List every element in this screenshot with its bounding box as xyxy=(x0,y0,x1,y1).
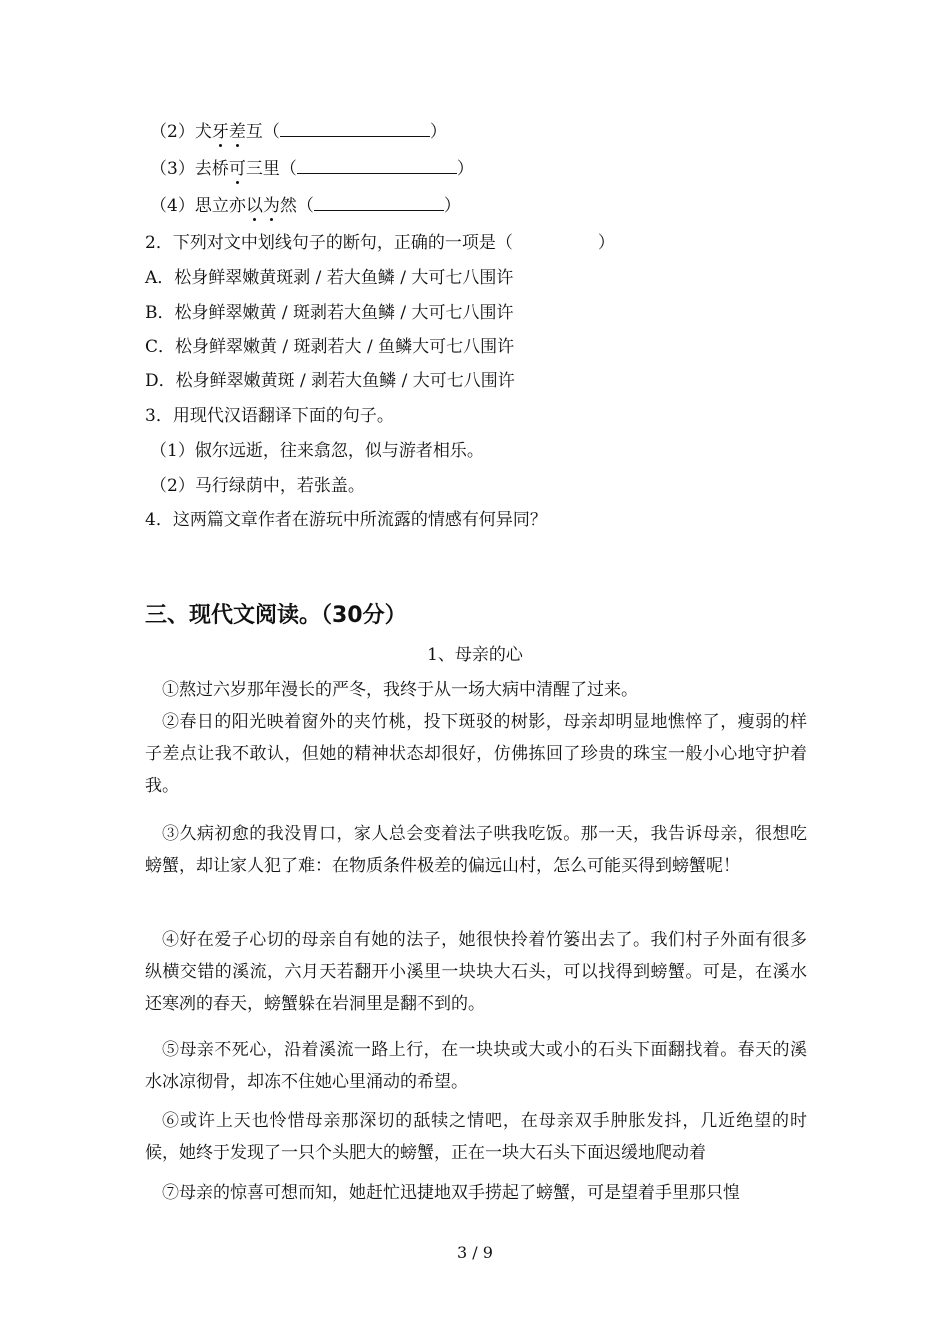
dotted-char: 可 xyxy=(228,159,246,179)
paragraph-5: ⑤母亲不死心，沿着溪流一路上行，在一块块或大或小的石头下面翻找着。春天的溪水冰凉彻骨，却冻不住她心里涌动的希望。 xyxy=(145,1040,807,1092)
item-text: 犬 xyxy=(194,122,212,142)
item-text: ） xyxy=(429,122,447,142)
paragraph-6: ⑥或许上天也怜惜母亲那深切的舐犊之情吧，在母亲双手肿胀发抖，几近绝望的时候，她终于发现了一只个头肥大的螃蟹，正在一块大石头下面迟缓地爬动着 xyxy=(145,1111,807,1163)
q3-item-1: （1）俶尔远逝，往来翕忽，似与游者相乐。 xyxy=(150,441,484,461)
paragraph-1: ①熬过六岁那年漫长的严冬，我终于从一场大病中清醒了过来。 xyxy=(162,680,638,700)
q2-stem: 2．下列对文中划线句子的断句，正确的一项是（ ） xyxy=(145,233,615,253)
item-text: 思立亦 xyxy=(194,196,246,216)
page-number: 3 / 9 xyxy=(457,1243,493,1262)
item-text: ） xyxy=(443,196,461,216)
item-text: 互（ xyxy=(245,122,280,142)
answer-blank[interactable] xyxy=(297,159,457,174)
dotted-char: 差 xyxy=(228,122,246,142)
q2-option-d: D．松身鲜翠嫩黄斑 / 剥若大鱼鳞 / 大可七八围许 xyxy=(145,371,515,391)
q1-item-2 xyxy=(150,122,447,142)
q4-stem: 4．这两篇文章作者在游玩中所流露的情感有何异同？ xyxy=(145,510,547,530)
item-text: 去桥 xyxy=(194,159,229,179)
dotted-char: 牙 xyxy=(211,122,229,142)
dotted-char: 以 xyxy=(245,196,263,216)
paragraph-2: ②春日的阳光映着窗外的夹竹桃，投下斑驳的树影，母亲却明显地憔悴了，瘦弱的样子差点让我不敢认，但她的精神状态却很好，仿佛拣回了珍贵的珠宝一般小心地守护着我。 xyxy=(145,712,807,796)
item-prefix: （2） xyxy=(150,122,195,142)
paragraph-4: ④好在爱子心切的母亲自有她的法子，她很快拎着竹篓出去了。我们村子外面有很多纵横交错的溪流，六月天若翻开小溪里一块块大石头，可以找得到螃蟹。可是，在溪水还寒冽的春天，螃蟹躲在岩洞里是翻不到的。 xyxy=(145,930,807,1014)
q3-item-2: （2）马行绿荫中，若张盖。 xyxy=(150,476,365,496)
q2-option-c: C．松身鲜翠嫩黄 / 斑剥若大 / 鱼鳞大可七八围许 xyxy=(145,337,515,357)
item-text: ） xyxy=(456,159,474,179)
q2-option-b: B．松身鲜翠嫩黄 / 斑剥若大鱼鳞 / 大可七八围许 xyxy=(145,303,514,323)
paragraph-7: ⑦母亲的惊喜可想而知，她赶忙迅捷地双手捞起了螃蟹，可是望着手里那只惶 xyxy=(162,1183,740,1203)
answer-blank[interactable] xyxy=(280,122,430,137)
q2-option-a: A．松身鲜翠嫩黄斑剥 / 若大鱼鳞 / 大可七八围许 xyxy=(145,268,514,288)
q1-item-4 xyxy=(150,196,461,216)
item-text: 三里（ xyxy=(245,159,297,179)
q1-item-3 xyxy=(150,159,474,179)
dotted-char: 为 xyxy=(262,196,280,216)
answer-blank[interactable] xyxy=(314,196,444,211)
item-prefix: （3） xyxy=(150,159,195,179)
passage-title: 1、母亲的心 xyxy=(427,645,523,665)
paragraph-3: ③久病初愈的我没胃口，家人总会变着法子哄我吃饭。那一天，我告诉母亲，很想吃螃蟹，却让家人犯了难：在物质条件极差的偏远山村，怎么可能买得到螃蟹呢！ xyxy=(145,824,807,876)
section-title: 三、现代文阅读。（30分） xyxy=(145,603,407,628)
q3-stem: 3．用现代汉语翻译下面的句子。 xyxy=(145,406,394,426)
item-prefix: （4） xyxy=(150,196,195,216)
item-text: 然（ xyxy=(279,196,314,216)
